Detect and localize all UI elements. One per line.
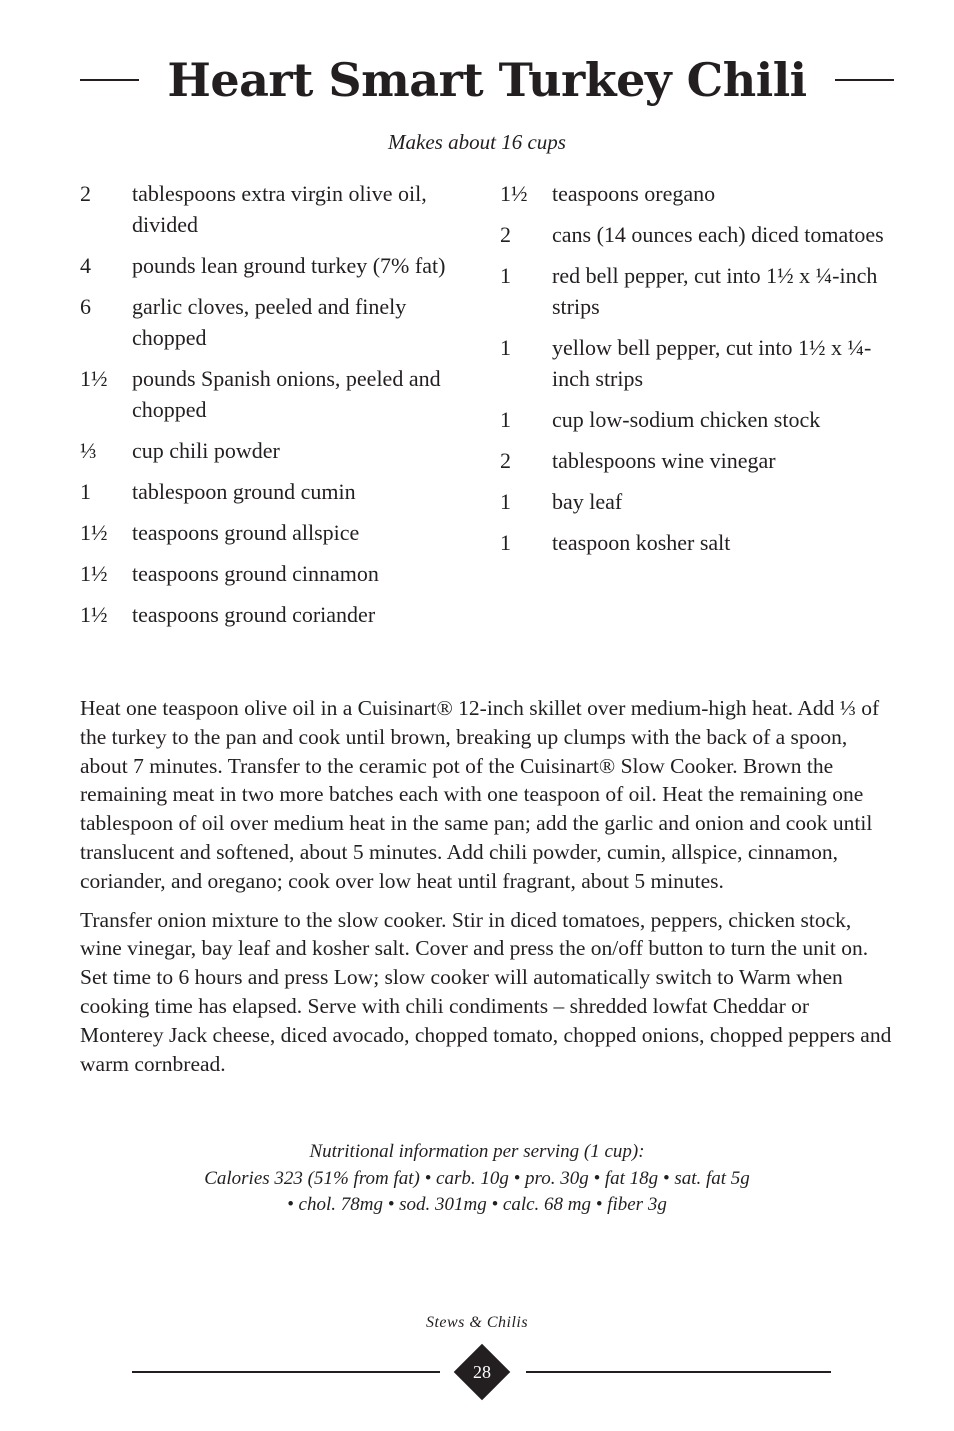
title-row [80,50,894,110]
ingredient-item: pounds lean ground turkey (7% fat) [132,253,446,278]
ingredient-item: tablespoons extra virgin olive oil, divided [132,181,427,237]
ingredient-item: bay leaf [552,489,623,514]
title-rule-right [835,79,894,81]
ingredient-qty: 1½ [80,520,108,545]
ingredient-row [500,178,900,209]
recipe-title: Heart Smart Turkey Chili [167,53,807,107]
recipe-yield: Makes about 16 cups [388,130,566,154]
ingredient-list-right [500,178,900,568]
ingredient-qty: 4 [80,253,91,278]
method-text [80,694,894,1088]
ingredient-row [80,558,480,589]
title-rule-left [80,79,139,81]
ingredient-qty: 6 [80,294,91,319]
ingredient-item: red bell pepper, cut into 1½ x ¼-inch strips [552,263,878,319]
nutrition-heading: Nutritional information per serving (1 cup): [309,1141,645,1162]
ingredient-row [500,260,900,322]
ingredient-item: pounds Spanish onions, peeled and chopped [132,366,441,422]
ingredient-item: yellow bell pepper, cut into 1½ x ¼-inch strips [552,335,872,391]
ingredient-qty: 1½ [80,561,108,586]
ingredient-item: teaspoons ground cinnamon [132,561,379,586]
ingredient-item: teaspoons ground allspice [132,520,360,545]
method-paragraph: Transfer onion mixture to the slow cooker. Stir in diced tomatoes, peppers, chicken stock, wine vinegar, bay leaf and kosher salt. Cover and press the on/off button to turn the unit on. Set time to 6 hours and press Low; slow cooker will automatically switch to Warm when cooking time has elapsed. Serve with chili condiments – shredded lowfat Cheddar or Monterey Jack cheese, diced avocado, chopped tomato, chopped onions, chopped peppers and warm cornbread. [80,907,892,1076]
nutrition-line: Calories 323 (51% from fat) • carb. 10g • pro. 30g • fat 18g • sat. fat 5g [204,1167,750,1189]
ingredient-row [80,599,480,630]
ingredient-item: cans (14 ounces each) diced tomatoes [552,222,884,247]
ingredient-item: tablespoon ground cumin [132,479,356,504]
ingredient-row [80,476,480,507]
ingredient-row [500,445,900,476]
ingredient-item: teaspoons ground coriander [132,602,376,627]
footer-rule-left [132,1371,440,1373]
ingredient-qty: 1 [500,335,511,360]
ingredient-qty: ⅓ [80,438,97,463]
ingredient-row [80,517,480,548]
ingredient-qty: 1½ [80,366,108,391]
ingredient-qty: 1 [80,479,91,504]
ingredient-qty: 1 [500,489,511,514]
ingredient-row [500,219,900,250]
ingredient-row [80,363,480,425]
ingredient-item: teaspoon kosher salt [552,530,731,555]
ingredient-qty: 1½ [80,602,108,627]
ingredient-qty: 2 [500,222,511,247]
ingredient-item: tablespoons wine vinegar [552,448,776,473]
ingredient-row [80,435,480,466]
section-title: Stews & Chilis [425,1314,529,1331]
page-number: 28 [473,1362,491,1382]
ingredient-row [500,332,900,394]
ingredient-item: garlic cloves, peeled and finely chopped [132,294,407,350]
ingredient-qty: 1 [500,407,511,432]
footer-rule-right [526,1371,831,1373]
ingredient-qty: 2 [500,448,511,473]
ingredient-item: cup chili powder [132,438,280,463]
nutrition-line: • chol. 78mg • sod. 301mg • calc. 68 mg • fiber 3g [287,1194,667,1215]
ingredient-qty: 1 [500,530,511,555]
ingredient-row [80,291,480,353]
ingredient-row [80,178,480,240]
ingredient-row [500,486,900,517]
ingredient-qty: 2 [80,181,91,206]
ingredient-list-left [80,178,480,640]
ingredient-qty: 1 [500,263,511,288]
ingredient-row [500,404,900,435]
ingredient-qty: 1½ [500,181,528,206]
ingredient-row [500,527,900,558]
nutrition-info [0,1139,954,1219]
method-paragraph: Heat one teaspoon olive oil in a Cuisinart® 12-inch skillet over medium-high heat. Add ⅓ of the turkey to the pan and cook until brown, breaking up clumps with the back of a spoon, about 7 minutes. Transfer to the ceramic pot of the Cuisinart® Slow Cooker. Brown the remaining meat in two more batches each with one teaspoon of oil. Heat the remaining one tablespoon of oil over medium heat in the same pan; add the garlic and onion and cook until translucent and softened, about 5 minutes. Add chili powder, cumin, allspice, cinnamon, coriander, and oregano; cook over low heat until fragrant, about 5 minutes. [80,696,880,893]
ingredient-item: cup low-sodium chicken stock [552,407,821,432]
ingredient-item: teaspoons oregano [552,181,716,206]
ingredient-row [80,250,480,281]
